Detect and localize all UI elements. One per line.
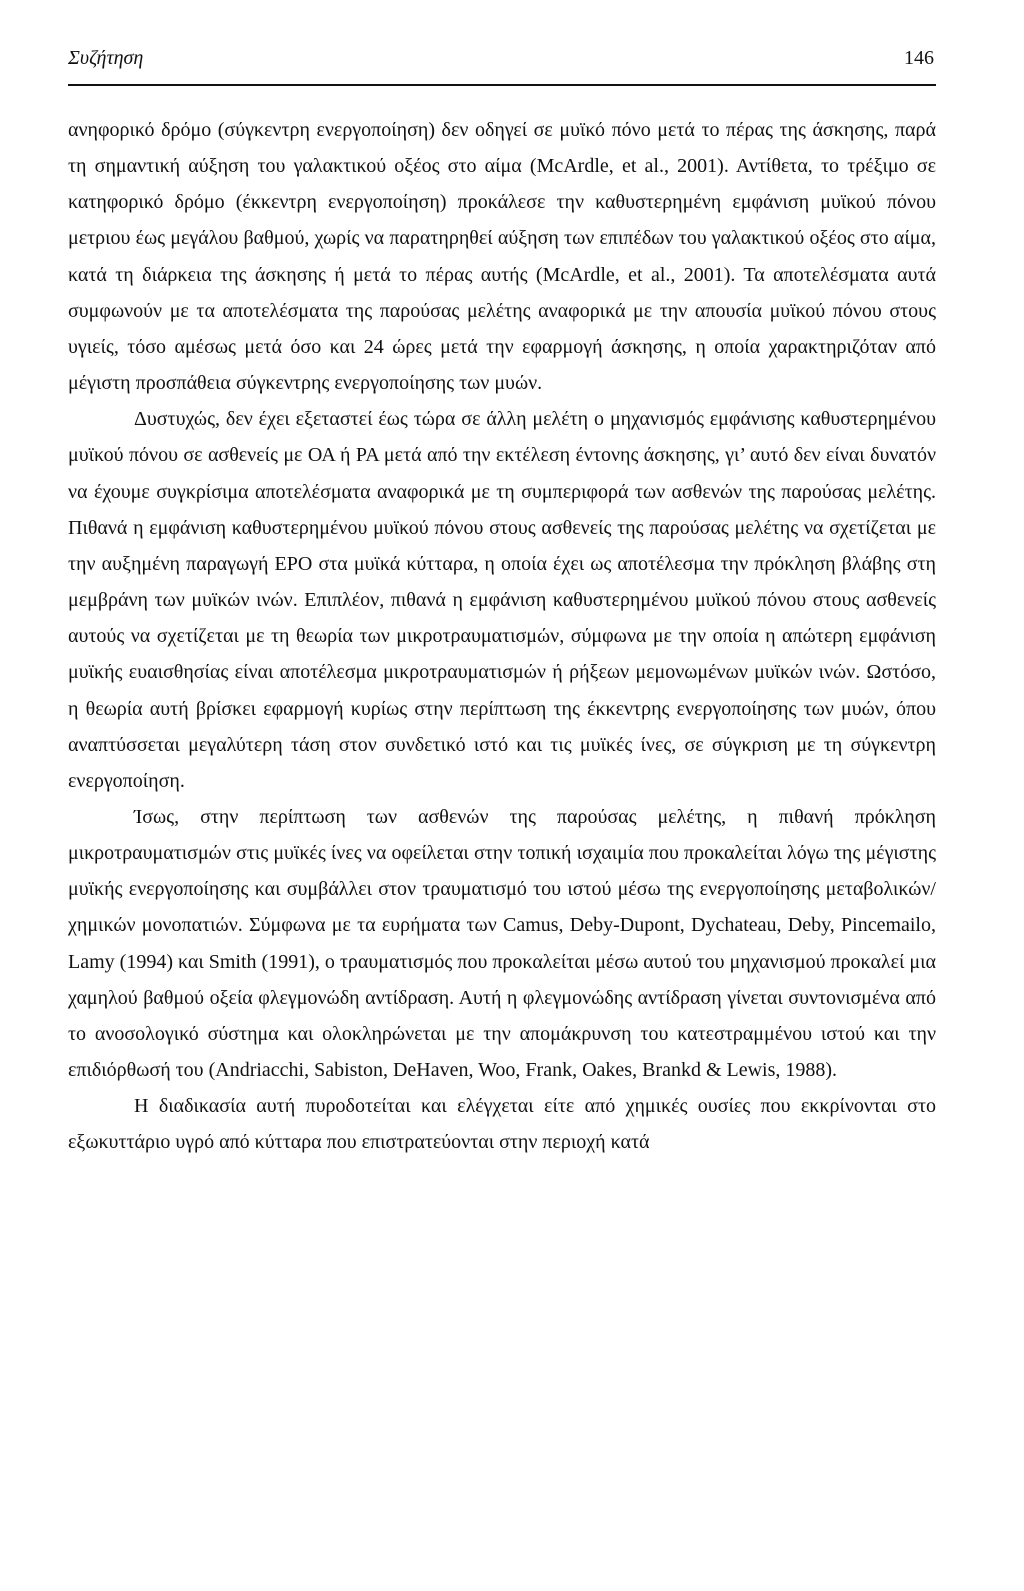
page-number: 146 bbox=[904, 47, 934, 69]
header-rule bbox=[68, 84, 936, 86]
paragraph: ανηφορικό δρόμο (σύγκεντρη ενεργοποίηση) δεν οδηγεί σε μυϊκό πόνο μετά το πέρας της άσκησης, παρά τη σημαντική αύξηση του γαλακτικού οξέος στο αίμα (McArdle, et al., 2001). Αντίθετα, το τρέξιμο σε κατηφορικό δρόμο (έκκεντρη ενεργοποίηση) προκάλεσε την καθυστερημένη εμφάνιση μυϊκού πόνου μετριου έως μεγάλου βαθμού, χωρίς να παρατηρηθεί αύξηση των επιπέδων του γαλακτικού οξέος στο αίμα, κατά τη διάρκεια της άσκησης ή μετά το πέρας αυτής (McArdle, et al., 2001). Τα αποτελέσματα αυτά συμφωνούν με τα αποτελέσματα της παρούσας μελέτης αναφορικά με την απουσία μυϊκού πόνου στους υγιείς, τόσο αμέσως μετά όσο και 24 ώρες μετά την εφαρμογή άσκησης, η οποία χαρακτηριζόταν από μέγιστη προσπάθεια σύγκεντρης ενεργοποίησης των μυών. bbox=[68, 119, 936, 395]
paragraph: Ίσως, στην περίπτωση των ασθενών της παρούσας μελέτης, η πιθανή πρόκληση μικροτραυματισμών στις μυϊκές ίνες να οφείλεται στην τοπική ισχαιμία που προκαλείται λόγω της μέγιστης μυϊκής ενεργοποίησης και συμβάλλει στον τραυματισμό του ιστού μέσω της ενεργοποίησης μεταβολικών/ χημικών μονοπατιών. Σύμφωνα με τα ευρήματα των Camus, Deby-Dupont, Dychateau, Deby, Pincemailo, Lamy (1994) και Smith (1991), ο τραυματισμός που προκαλείται μέσω αυτού του μηχανισμού προκαλεί μια χαμηλού βαθμού οξεία φλεγμονώδη αντίδραση. Αυτή η φλεγμονώδης αντίδραση γίνεται συντονισμένα από το ανοσολογικό σύστημα και ολοκληρώνεται με την απομάκρυνση του κατεστραμμένου ιστού και την επιδιόρθωσή του (Andriacchi, Sabiston, DeHaven, Woo, Frank, Oakes, Brankd & Lewis, 1988). bbox=[68, 805, 936, 1082]
paragraph: Δυστυχώς, δεν έχει εξεταστεί έως τώρα σε άλλη μελέτη ο μηχανισμός εμφάνισης καθυστερημένου μυϊκού πόνου σε ασθενείς με ΟΑ ή ΡΑ μετά από την εκτέλεση έντονης άσκησης, γι’ αυτό δεν είναι δυνατόν να έχουμε συγκρίσιμα αποτελέσματα αναφορικά με τη συμπεριφορά των ασθενών της παρούσας μελέτης. Πιθανά η εμφάνιση καθυστερημένου μυϊκού πόνου στους ασθενείς της παρούσας μελέτης να σχετίζεται με την αυξημένη παραγωγή ΕΡΟ στα μυϊκά κύτταρα, η οποία έχει ως αποτέλεσμα την πρόκληση βλάβης στη μεμβράνη των μυϊκών ινών. Επιπλέον, πιθανά η εμφάνιση καθυστερημένου μυϊκού πόνου στους ασθενείς αυτούς να σχετίζεται με τη θεωρία των μικροτραυματισμών, σύμφωνα με την οποία η απώτερη εμφάνιση μυϊκής ευαισθησίας είναι αποτέλεσμα μικροτραυματισμών ή ρήξεων μεμονωμένων μυϊκών ινών. Ωστόσο, η θεωρία αυτή βρίσκει εφαρμογή κυρίως στην περίπτωση της έκκεντρης ενεργοποίησης των μυών, όπου αναπτύσσεται μεγαλύτερη τάση στον συνδετικό ιστό και τις μυϊκές ίνες, σε σύγκριση με τη σύγκεντρη ενεργοποίηση. bbox=[68, 408, 936, 792]
section-title: Συζήτηση bbox=[68, 47, 144, 69]
paragraph: Η διαδικασία αυτή πυροδοτείται και ελέγχεται είτε από χημικές ουσίες που εκκρίνονται στο εξωκυττάριο υγρό από κύτταρα που επιστρατεύονται στην περιοχή κατά bbox=[68, 1095, 936, 1154]
body-text bbox=[68, 112, 936, 1161]
running-header bbox=[68, 44, 934, 74]
